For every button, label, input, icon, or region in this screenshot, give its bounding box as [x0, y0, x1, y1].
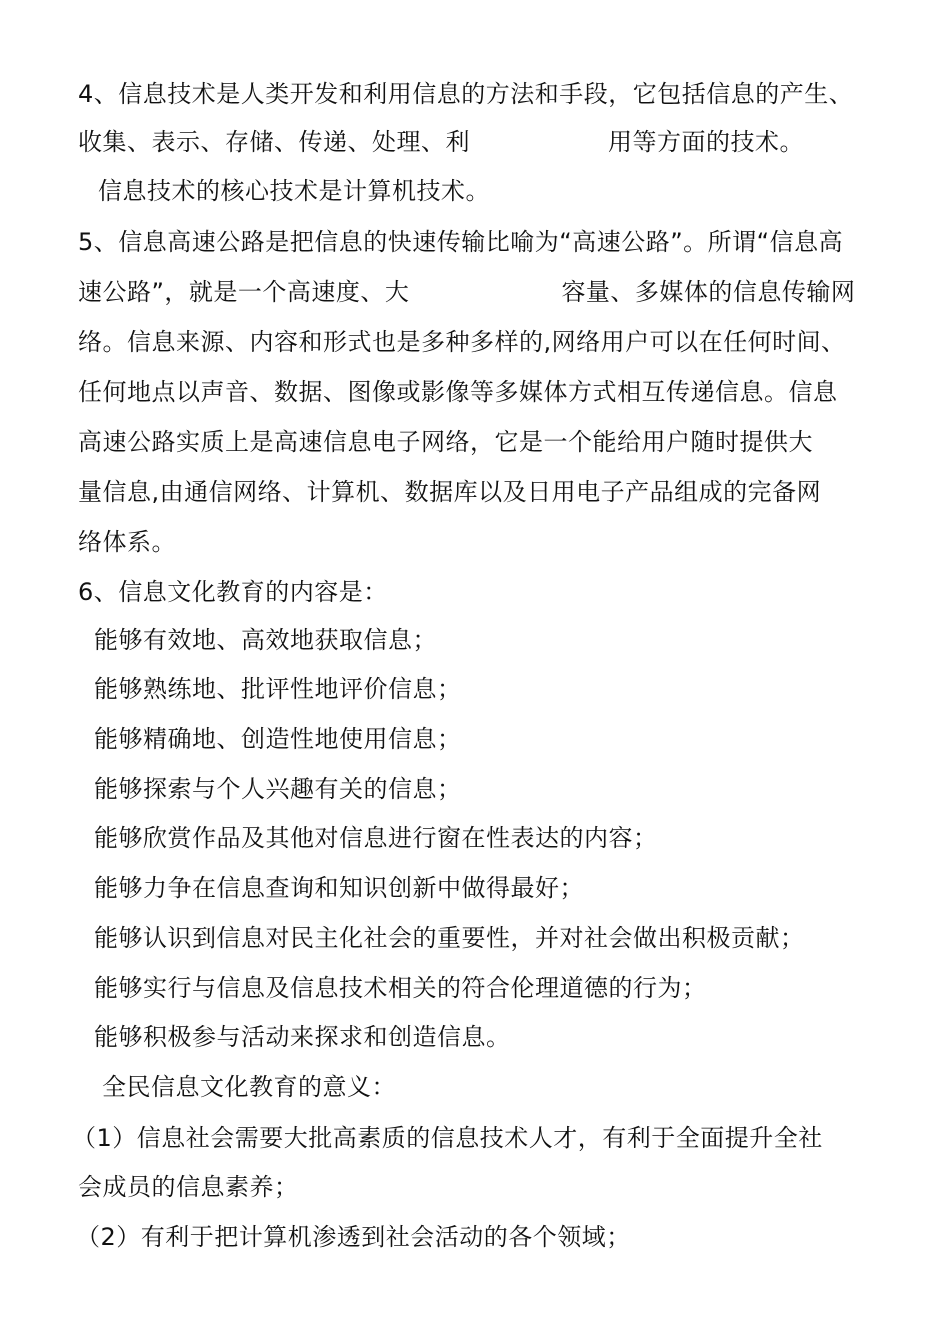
section4-line2 — [78, 122, 878, 162]
significance-point1-line1: （1）信息社会需要大批高素质的信息技术人才，有利于全面提升全社 — [72, 1124, 823, 1152]
section5-line5: 高速公路实质上是高速信息电子网络，它是一个能给用户随时提供大 — [78, 428, 813, 456]
significance-point2: （2）有利于把计算机渗透到社会活动的各个领域； — [76, 1223, 631, 1251]
section5-line4: 任何地点以声音、数据、图像或影像等多媒体方式相互传递信息。信息 — [78, 378, 838, 406]
section5-line2 — [78, 272, 878, 312]
section4-line2-part1: 收集、表示、存储、传递、处理、利 — [78, 128, 470, 156]
section5-line2-part1: 速公路”，就是一个高速度、大 — [78, 278, 410, 306]
section6-item-5: 能够欣赏作品及其他对信息进行窗在性表达的内容； — [94, 824, 658, 852]
section6-item-6: 能够力争在信息查询和知识创新中做得最好； — [94, 874, 584, 902]
section6-item-3: 能够精确地、创造性地使用信息； — [94, 725, 462, 753]
section5-line6: 量信息,由通信网络、计算机、数据库以及日用电子产品组成的完备网 — [78, 478, 822, 506]
section4-line3: 信息技术的核心技术是计算机技术。 — [98, 177, 490, 205]
section5-line7: 络体系。 — [78, 528, 176, 556]
section4-line2-part2: 用等方面的技术。 — [608, 128, 804, 156]
section5-line1: 5、信息高速公路是把信息的快速传输比喻为“高速公路”。所谓“信息高 — [78, 228, 844, 256]
significance-heading: 全民信息文化教育的意义： — [102, 1073, 396, 1101]
section6-item-1: 能够有效地、高效地获取信息； — [94, 626, 437, 654]
section6-item-2: 能够熟练地、批评性地评价信息； — [94, 675, 462, 703]
section5-line2-part2: 容量、多媒体的信息传输网 — [561, 278, 856, 306]
section6-item-4: 能够探索与个人兴趣有关的信息； — [94, 775, 462, 803]
section6-heading: 6、信息文化教育的内容是： — [78, 578, 388, 606]
section6-item-8: 能够实行与信息及信息技术相关的符合伦理道德的行为； — [94, 974, 707, 1002]
section5-line3: 络。信息来源、内容和形式也是多种多样的,网络用户可以在任何时间、 — [78, 328, 846, 356]
section4-line1: 4、信息技术是人类开发和利用信息的方法和手段，它包括信息的产生、 — [78, 80, 854, 108]
section6-item-7: 能够认识到信息对民主化社会的重要性，并对社会做出积极贡献； — [94, 924, 805, 952]
section6-item-9: 能够积极参与活动来探求和创造信息。 — [94, 1023, 511, 1051]
significance-point1-line2: 会成员的信息素养； — [78, 1173, 299, 1201]
